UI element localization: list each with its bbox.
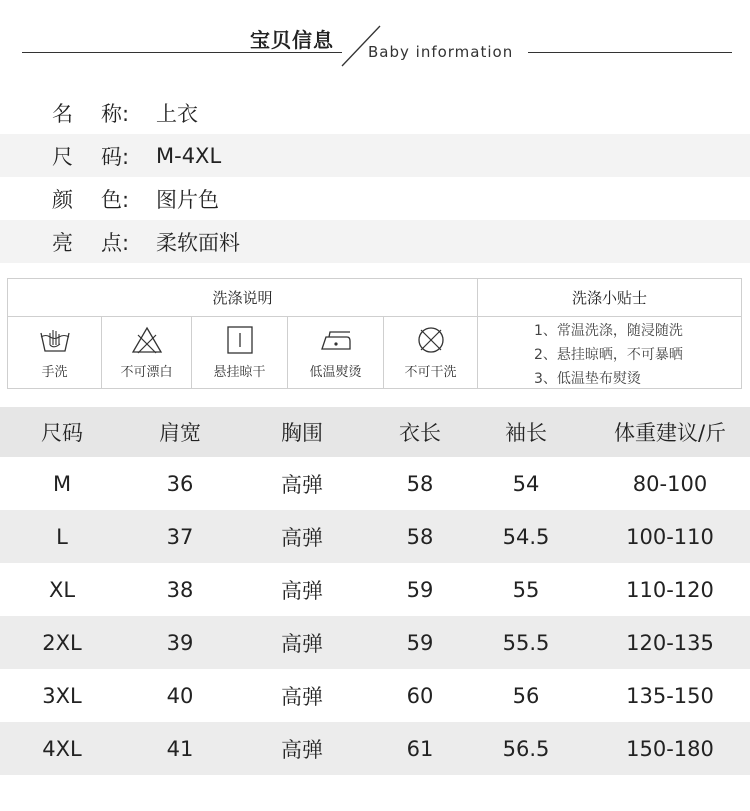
tips-header: 洗涤小贴士 [478, 279, 741, 317]
table-cell: 61 [406, 736, 434, 761]
care-tip: 3、低温垫布熨烫 [534, 371, 641, 387]
no-bleach-icon [130, 325, 164, 355]
table-cell: 高弹 [281, 472, 323, 497]
care-label: 悬挂晾干 [213, 365, 266, 380]
section-header [0, 0, 750, 80]
table-cell: 54.5 [502, 524, 550, 549]
table-cell: 56.5 [502, 736, 550, 761]
column-header: 肩宽 [159, 421, 201, 445]
info-key: 点: [101, 230, 130, 255]
table-cell: 2XL [42, 630, 82, 655]
care-icons [8, 317, 478, 388]
column-header: 衣长 [399, 421, 441, 445]
care-label: 低温熨烫 [309, 365, 362, 380]
info-key: 称: [101, 101, 130, 126]
table-cell: 56 [512, 683, 540, 708]
info-row-name [0, 91, 750, 134]
table-cell: 135-150 [626, 683, 714, 708]
care-header: 洗涤说明 [8, 279, 478, 317]
section-title: 宝贝信息 [250, 28, 334, 52]
care-label: 手洗 [41, 365, 68, 380]
table-cell: 59 [406, 630, 434, 655]
column-header: 胸围 [281, 421, 323, 445]
low-iron-icon [317, 325, 355, 355]
info-key: 码: [101, 144, 130, 169]
table-cell: L [56, 524, 68, 549]
size-table [0, 407, 750, 775]
column-header: 袖长 [505, 421, 547, 445]
table-cell: 55.5 [502, 630, 550, 655]
table-cell: 高弹 [281, 631, 323, 656]
product-info [0, 91, 750, 263]
table-cell: 高弹 [281, 737, 323, 762]
info-row-size [0, 134, 750, 177]
table-cell: M [52, 471, 72, 496]
info-key: 名 [52, 101, 73, 126]
info-key: 颜 [52, 187, 73, 212]
table-cell: 36 [166, 471, 194, 496]
column-header: 体重建议/斤 [613, 421, 727, 445]
table-row [0, 722, 750, 775]
care-label: 不可漂白 [120, 365, 173, 380]
table-row [0, 563, 750, 616]
column-header: 尺码 [41, 421, 83, 445]
info-value: 柔软面料 [156, 230, 240, 255]
info-value: 图片色 [156, 187, 219, 212]
table-cell: 120-135 [626, 630, 714, 655]
care-tip: 1、常温洗涤，随浸随洗 [534, 323, 683, 339]
table-cell: 60 [406, 683, 434, 708]
table-cell: 110-120 [626, 577, 714, 602]
care-item-hand-wash [8, 317, 102, 388]
section-subtitle: Baby information [368, 43, 514, 61]
table-cell: 150-180 [626, 736, 714, 761]
table-row [0, 669, 750, 722]
table-cell: 40 [166, 683, 194, 708]
hand-wash-icon [37, 325, 73, 355]
table-cell: 37 [166, 524, 194, 549]
table-cell: 58 [406, 524, 434, 549]
table-cell: 高弹 [281, 525, 323, 550]
header-divider-right [528, 52, 732, 53]
info-value: 上衣 [156, 101, 198, 126]
care-item-no-dry-clean [384, 317, 478, 388]
table-cell: 3XL [42, 683, 82, 708]
no-dry-clean-icon [415, 325, 447, 355]
care-item-low-iron [288, 317, 384, 388]
care-item-line-dry [192, 317, 288, 388]
table-row [0, 616, 750, 669]
info-key: 色: [101, 187, 130, 212]
care-instructions [7, 278, 742, 389]
table-cell: 4XL [42, 736, 82, 761]
care-label: 不可干洗 [404, 365, 457, 380]
table-row [0, 510, 750, 563]
table-cell: 39 [166, 630, 194, 655]
table-row [0, 457, 750, 510]
info-value: M-4XL [156, 143, 222, 168]
table-cell: 38 [166, 577, 194, 602]
line-dry-icon [225, 325, 255, 355]
table-cell: 55 [512, 577, 540, 602]
info-key: 尺 [52, 144, 73, 169]
table-cell: 41 [166, 736, 194, 761]
table-cell: XL [48, 577, 76, 602]
table-cell: 100-110 [626, 524, 714, 549]
table-cell: 高弹 [281, 578, 323, 603]
info-row-highlight [0, 220, 750, 263]
table-header [0, 407, 750, 457]
info-row-color [0, 177, 750, 220]
table-cell: 59 [406, 577, 434, 602]
table-cell: 54 [512, 471, 540, 496]
care-tips [478, 317, 741, 388]
care-tip: 2、悬挂晾晒，不可暴晒 [534, 347, 683, 363]
info-key: 亮 [52, 230, 73, 255]
table-cell: 58 [406, 471, 434, 496]
care-item-no-bleach [102, 317, 192, 388]
table-cell: 高弹 [281, 684, 323, 709]
table-cell: 80-100 [632, 471, 708, 496]
